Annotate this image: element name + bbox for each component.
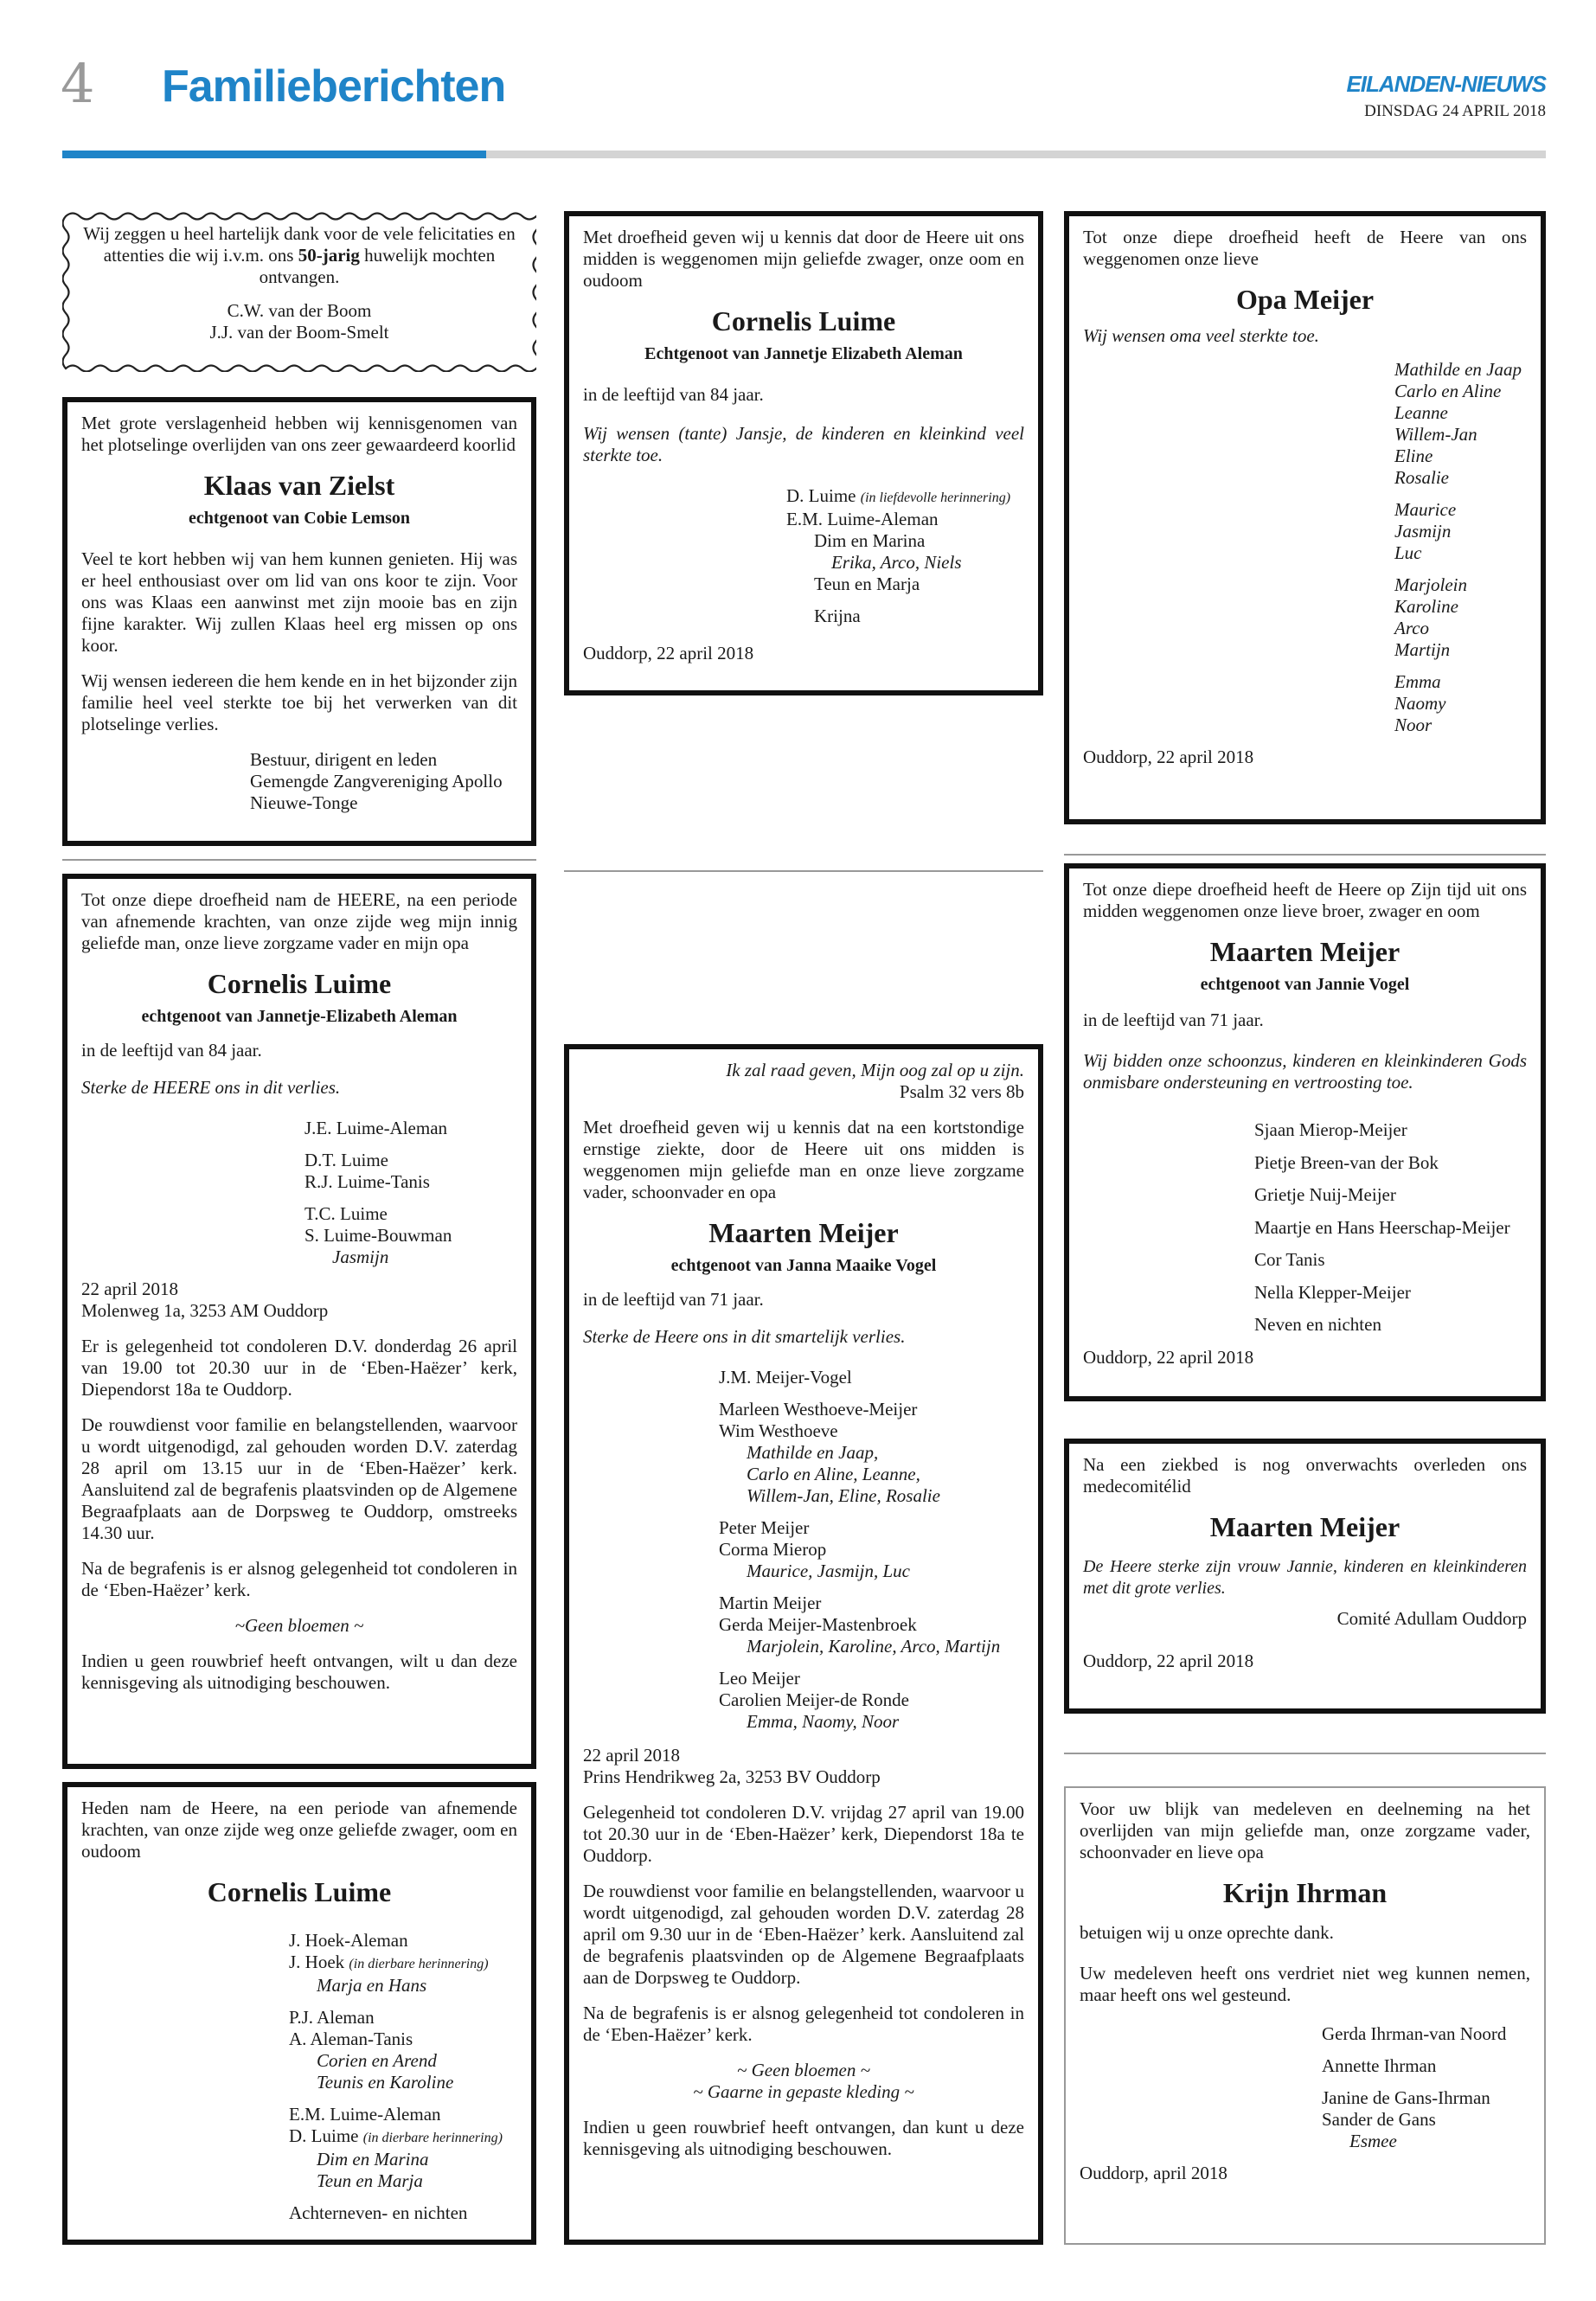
wish-text: Wij wensen oma veel sterkte toe.: [1083, 325, 1319, 346]
deceased-name: Klaas van Zielst: [203, 470, 395, 501]
signature: Gemengde Zangvereniging Apollo: [250, 771, 503, 792]
notice-paragraph: Veel te kort hebben wij van hem kunnen genieten. Hij was er heel enthousiast over om lid van ons koor te zijn. Voor ons was Klaas een aanwinst met zijn mooie bas en zijn fijne karakter. Wij zullen Klaas heel erg missen op ons koor.: [81, 548, 517, 656]
place-date: Ouddorp, 22 april 2018: [1083, 1650, 1254, 1671]
signature: J.J. van der Boom-Smelt: [209, 322, 389, 343]
signature: Carlo en Aline, Leanne,: [747, 1464, 920, 1484]
signature: D. Luime (in dierbare herinnering): [289, 2125, 503, 2146]
notice-maarten-meijer-family: [564, 1044, 1043, 2245]
place-date: Ouddorp, april 2018: [1080, 2163, 1227, 2183]
age-line: in de leeftijd van 71 jaar.: [1083, 1009, 1264, 1030]
signature: E.M. Luime-Aleman: [289, 2104, 441, 2125]
signature: Peter Meijer: [719, 1517, 810, 1538]
signature: Marleen Westhoeve-Meijer: [719, 1399, 918, 1420]
notice-intro: Heden nam de Heere, na een periode van afnemende krachten, van onze zijde weg onze geliefde zwager, oom en oudoom: [81, 1798, 517, 1862]
column-divider: [564, 870, 1043, 872]
wish-text: Wij bidden onze schoonzus, kinderen en kleinkinderen Gods onmisbare ondersteuning en vertroosting toe.: [1083, 1050, 1527, 1093]
signature: A. Aleman-Tanis: [289, 2029, 413, 2049]
signature: Maartje en Hans Heerschap-Meijer: [1254, 1216, 1510, 1238]
signature: E.M. Luime-Aleman: [786, 509, 939, 529]
signature: Marjolein, Karoline, Arco, Martijn: [747, 1636, 1001, 1657]
notice-intro: Tot onze diepe droefheid heeft de Heere van ons weggenomen onze lieve: [1083, 227, 1527, 269]
signature: Mathilde en Jaap,: [747, 1442, 879, 1463]
signature: T.C. Luime: [304, 1203, 388, 1224]
section-title: Familieberichten: [162, 61, 506, 112]
dress-note: ~ Gaarne in gepaste kleding ~: [693, 2081, 914, 2102]
verse-reference: Psalm 32 vers 8b: [899, 1081, 1024, 1102]
signature: Gerda Meijer-Mastenbroek: [719, 1614, 917, 1635]
wish-text: De Heere sterke zijn vrouw Jannie, kinderen en kleinkinderen met dit grote verlies.: [1083, 1557, 1527, 1598]
deceased-name: Cornelis Luime: [207, 968, 392, 999]
column-divider: [1064, 854, 1546, 856]
notice-cornelis-luime-nephews: [564, 211, 1043, 695]
place-date: Ouddorp, 22 april 2018: [1083, 1346, 1254, 1368]
notice-klaas-van-zielst: [62, 397, 536, 846]
place-date: Ouddorp, 22 april 2018: [1083, 747, 1254, 767]
signature: Nieuwe-Tonge: [250, 792, 358, 813]
signature: Dim en Marina: [814, 530, 926, 551]
thanks-text: Wij zeggen u heel hartelijk dank voor de vele felicitaties en attenties die wij i.v.m. ons: [83, 223, 516, 266]
signature: Pietje Breen-van der Bok: [1254, 1151, 1439, 1173]
signature: Dim en Marina: [317, 2149, 429, 2170]
signature: Erika, Arco, Niels: [831, 552, 962, 573]
notice-paragraph: Na de begrafenis is er alsnog gelegenheid tot condoleren in de ‘Eben-Haëzer’ kerk.: [81, 1558, 517, 1600]
notice-paragraph: Indien u geen rouwbrief heeft ontvangen, wilt u dan deze kennisgeving als uitnodiging beschouwen.: [81, 1650, 517, 1693]
notice-intro: Met grote verslagenheid hebben wij kennisgenomen van het plotselinge overlijden van ons zeer gewaardeerd koorlid: [81, 413, 517, 455]
bible-verse: Sterke de HEERE ons in dit verlies.: [81, 1077, 341, 1098]
signature: Sander de Gans: [1322, 2109, 1436, 2130]
signature: Teunis en Karoline: [317, 2072, 454, 2093]
signature: Carolien Meijer-de Ronde: [719, 1689, 910, 1710]
signature: Nella Klepper-Meijer: [1254, 1281, 1411, 1303]
notice-intro: Voor uw blijk van medeleven en deelneming na het overlijden van mijn geliefde man, onze zorgzame vader, schoonvader en lieve opa: [1080, 1798, 1530, 1862]
signature: R.J. Luime-Tanis: [304, 1171, 430, 1192]
signature: Willem-Jan, Eline, Rosalie: [747, 1485, 940, 1506]
notice-date: 22 april 2018: [81, 1279, 178, 1299]
signature: Comité Adullam Ouddorp: [1336, 1608, 1527, 1629]
address: Prins Hendrikweg 2a, 3253 BV Ouddorp: [583, 1766, 881, 1787]
signature: Wim Westhoeve: [719, 1420, 838, 1441]
column-divider: [62, 859, 536, 861]
notice-cornelis-luime-relatives: [62, 1782, 536, 2245]
notice-paragraph: Uw medeleven heeft ons verdriet niet weg kunnen nemen, maar heeft ons wel gesteund.: [1080, 1963, 1530, 2005]
signature: Neven en nichten: [1254, 1314, 1381, 1335]
signature: Emma, Naomy, Noor: [747, 1711, 900, 1732]
grandchildren-list: [1394, 359, 1527, 736]
flowers-note: ~ Geen bloemen ~: [737, 2060, 870, 2080]
grandchildren-group-2: Maurice Jasmijn Luc: [1394, 499, 1457, 563]
spouse-line: echtgenoot van Jannetje-Elizabeth Aleman: [141, 1007, 458, 1026]
thank-you-notice-boom: [80, 223, 519, 343]
notice-intro: Met droefheid geven wij u kennis dat door de Heere uit ons midden is weggenomen mijn geliefde zwager, onze oom en oudoom: [583, 227, 1024, 291]
signature: J. Hoek (in dierbare herinnering): [289, 1952, 489, 1972]
issue-date: DINSDAG 24 APRIL 2018: [1364, 102, 1546, 120]
signature: Grietje Nuij-Meijer: [1254, 1184, 1396, 1205]
grandchildren-group-4: Emma Naomy Noor: [1394, 671, 1446, 735]
column-divider: [1064, 1753, 1546, 1754]
notice-paragraph: De rouwdienst voor familie en belangstellenden, waarvoor u wordt uitgenodigd, zal gehouden worden D.V. zaterdag 28 april om 13.15 uur in de ‘Eben-Haëzer’ kerk. Aansluitend zal de begrafenis plaatsvinden op de Algemene Begraafplaats aan de Dorpsweg te Ouddorp, omstreeks 14.30 uur.: [81, 1414, 517, 1543]
address: Molenweg 1a, 3253 AM Ouddorp: [81, 1300, 329, 1321]
signature: P.J. Aleman: [289, 2007, 375, 2028]
signature: J.M. Meijer-Vogel: [719, 1367, 852, 1388]
signature: J. Hoek-Aleman: [289, 1930, 408, 1951]
age-line: in de leeftijd van 84 jaar.: [583, 384, 764, 405]
age-line: in de leeftijd van 84 jaar.: [81, 1040, 262, 1061]
signature: S. Luime-Bouwman: [304, 1225, 452, 1246]
deceased-name: Cornelis Luime: [207, 1876, 392, 1907]
notice-paragraph: De rouwdienst voor familie en belangstellenden, waarvoor u wordt uitgenodigd, zal gehouden worden D.V. zaterdag 28 april om 9.30 uur in de ‘Eben-Haëzer’ kerk. Aansluitend zal de begrafenis plaatsvinden op de Algemene Begraafplaats aan de Dorpsweg te Ouddorp.: [583, 1881, 1024, 1988]
newspaper-logo: EILANDEN-NIEUWS: [1346, 71, 1546, 97]
age-line: in de leeftijd van 71 jaar.: [583, 1289, 764, 1310]
notice-maarten-meijer-committee: [1064, 1439, 1546, 1714]
signature: Maurice, Jasmijn, Luc: [747, 1561, 910, 1581]
bible-verse: Ik zal raad geven, Mijn oog zal op u zijn.: [726, 1060, 1024, 1080]
grandchildren-group-1: Mathilde en Jaap Carlo en Aline Leanne Willem-Jan Eline Rosalie: [1394, 359, 1522, 488]
signature: Teun en Marja: [814, 574, 920, 594]
deceased-name: Cornelis Luime: [711, 305, 896, 336]
place-date: Ouddorp, 22 april 2018: [583, 643, 754, 663]
wish-text: Wij wensen (tante) Jansje, de kinderen en kleinkind veel sterkte toe.: [583, 423, 1024, 465]
bible-verse: Sterke de Heere ons in dit smartelijk verlies.: [583, 1326, 906, 1347]
anniversary-years: 50-jarig: [298, 245, 360, 266]
notice-intro: Tot onze diepe droefheid nam de HEERE, na een periode van afnemende krachten, van onze zijde weg mijn innig geliefde man, onze lieve zorgzame vader en mijn opa: [81, 889, 517, 953]
spouse-line: echtgenoot van Cobie Lemson: [188, 509, 411, 528]
notice-date: 22 april 2018: [583, 1745, 680, 1766]
signature: D.T. Luime: [304, 1150, 389, 1170]
notice-cornelis-luime-family: [62, 874, 536, 1769]
notice-intro: Na een ziekbed is nog onverwachts overleden ons medecomitélid: [1083, 1454, 1527, 1497]
signature: Annette Ihrman: [1322, 2055, 1437, 2076]
page-number: 4: [61, 52, 95, 115]
signature: Janine de Gans-Ihrman: [1322, 2087, 1490, 2108]
notice-paragraph: Wij wensen iedereen die hem kende en in het bijzonder zijn familie heel veel sterkte toe bij het verwerken van dit plotselinge verlies.: [81, 670, 517, 734]
signature: Achterneven- en nichten: [289, 2202, 468, 2223]
notice-paragraph: Na de begrafenis is er alsnog gelegenheid tot condoleren in de ‘Eben-Haëzer’ kerk.: [583, 2003, 1024, 2045]
signature: Teun en Marja: [317, 2170, 423, 2191]
signature: C.W. van der Boom: [227, 300, 372, 321]
notice-opa-meijer: [1064, 211, 1546, 824]
header-accent-rule: [62, 151, 486, 158]
notice-paragraph: betuigen wij u onze oprechte dank.: [1080, 1922, 1334, 1943]
signature: Krijna: [814, 606, 861, 626]
deceased-name: Maarten Meijer: [708, 1217, 899, 1248]
notice-paragraph: Indien u geen rouwbrief heeft ontvangen, dan kunt u deze kennisgeving als uitnodiging beschouwen.: [583, 2117, 1024, 2159]
thanks-text-end: huwelijk mochten ontvangen.: [259, 245, 496, 287]
grandchildren-group-3: Marjolein Karoline Arco Martijn: [1394, 574, 1467, 660]
spouse-line: echtgenoot van Jannie Vogel: [1200, 975, 1410, 994]
signature: Cor Tanis: [1254, 1249, 1325, 1270]
signature: Sjaan Mierop-Meijer: [1254, 1119, 1407, 1140]
spouse-line: Echtgenoot van Jannetje Elizabeth Aleman: [644, 344, 963, 363]
deceased-name: Maarten Meijer: [1209, 1511, 1401, 1542]
notice-intro: Tot onze diepe droefheid heeft de Heere op Zijn tijd uit ons midden weggenomen onze lieve broer, zwager en oom: [1083, 879, 1527, 921]
signature: D. Luime (in liefdevolle herinnering): [786, 485, 1011, 506]
signature: Esmee: [1349, 2131, 1397, 2151]
deceased-name: Maarten Meijer: [1209, 936, 1401, 967]
flowers-note: ~Geen bloemen ~: [234, 1615, 364, 1636]
deceased-name: Opa Meijer: [1235, 284, 1375, 315]
signature: Corma Mierop: [719, 1539, 827, 1560]
notice-krijn-ihrman-thanks: [1064, 1786, 1546, 2245]
deceased-name: Krijn Ihrman: [1222, 1877, 1388, 1908]
signature: Corien en Arend: [317, 2050, 437, 2071]
signature: Martin Meijer: [719, 1593, 822, 1613]
signature: J.E. Luime-Aleman: [304, 1118, 448, 1138]
signature: Bestuur, dirigent en leden: [250, 749, 438, 770]
notice-paragraph: Er is gelegenheid tot condoleren D.V. donderdag 26 april van 19.00 tot 20.30 uur in de ‘Eben-Haëzer’ kerk, Diependorst 18a te Ouddorp.: [81, 1336, 517, 1400]
notice-paragraph: Gelegenheid tot condoleren D.V. vrijdag 27 april van 19.00 tot 20.30 uur in de ‘Eben-Haëzer’ kerk, Diependorst 18a te Ouddorp.: [583, 1802, 1024, 1866]
signature: Jasmijn: [332, 1247, 389, 1267]
signature: Gerda Ihrman-van Noord: [1322, 2023, 1507, 2044]
signature: Leo Meijer: [719, 1668, 800, 1689]
spouse-line: echtgenoot van Janna Maaike Vogel: [670, 1256, 937, 1275]
notice-intro: Met droefheid geven wij u kennis dat na een kortstondige ernstige ziekte, door de Heere uit ons midden is weggenomen mijn geliefde man en onze lieve zorgzame vader, schoonvader en opa: [583, 1117, 1024, 1202]
notice-maarten-meijer-siblings: [1064, 863, 1546, 1401]
signature: Marja en Hans: [317, 1975, 427, 1996]
